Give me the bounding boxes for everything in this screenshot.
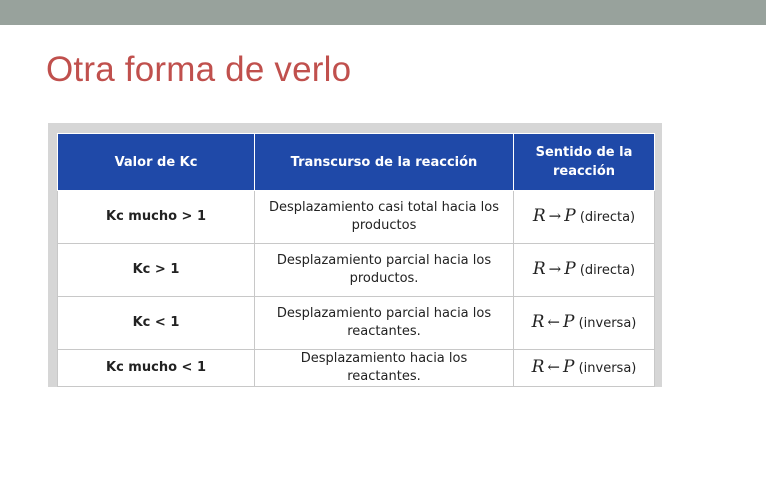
slide-title: Otra forma de verlo xyxy=(46,50,352,89)
table-row xyxy=(58,350,655,387)
direction-label: (inversa) xyxy=(578,361,637,376)
direction-label: (directa) xyxy=(579,210,636,225)
product-symbol: P xyxy=(564,206,576,226)
header-valor-kc: Valor de Kc xyxy=(58,134,255,191)
cell-transcurso: Desplazamiento parcial hacia los reactantes. xyxy=(255,297,514,350)
cell-valor: Kc mucho > 1 xyxy=(58,191,255,244)
right-arrow-icon: → xyxy=(548,260,562,278)
kc-table xyxy=(57,133,655,387)
direction-label: (directa) xyxy=(579,263,636,278)
top-bar xyxy=(0,0,766,25)
left-arrow-icon: ← xyxy=(547,358,560,376)
product-symbol: P xyxy=(564,259,576,279)
cell-transcurso: Desplazamiento parcial hacia los productos. xyxy=(255,244,514,297)
reactant-symbol: R xyxy=(531,312,545,332)
cell-transcurso: Desplazamiento hacia los reactantes. xyxy=(255,350,514,387)
cell-sentido xyxy=(514,297,655,350)
product-symbol: P xyxy=(563,312,575,332)
table-row xyxy=(58,297,655,350)
cell-valor: Kc > 1 xyxy=(58,244,255,297)
table-header-row xyxy=(58,134,655,191)
left-arrow-icon: ← xyxy=(547,313,560,331)
reactant-symbol: R xyxy=(531,357,545,377)
right-arrow-icon: → xyxy=(548,207,562,225)
reactant-symbol: R xyxy=(532,259,546,279)
cell-sentido xyxy=(514,244,655,297)
cell-sentido xyxy=(514,350,655,387)
table-row xyxy=(58,191,655,244)
cell-valor: Kc < 1 xyxy=(58,297,255,350)
table-row xyxy=(58,244,655,297)
direction-label: (inversa) xyxy=(578,316,637,331)
cell-sentido xyxy=(514,191,655,244)
header-sentido: Sentido de la reacción xyxy=(514,134,655,191)
reactant-symbol: R xyxy=(532,206,546,226)
cell-valor: Kc mucho < 1 xyxy=(58,350,255,387)
cell-transcurso: Desplazamiento casi total hacia los productos xyxy=(255,191,514,244)
product-symbol: P xyxy=(563,357,575,377)
header-transcurso: Transcurso de la reacción xyxy=(255,134,514,191)
